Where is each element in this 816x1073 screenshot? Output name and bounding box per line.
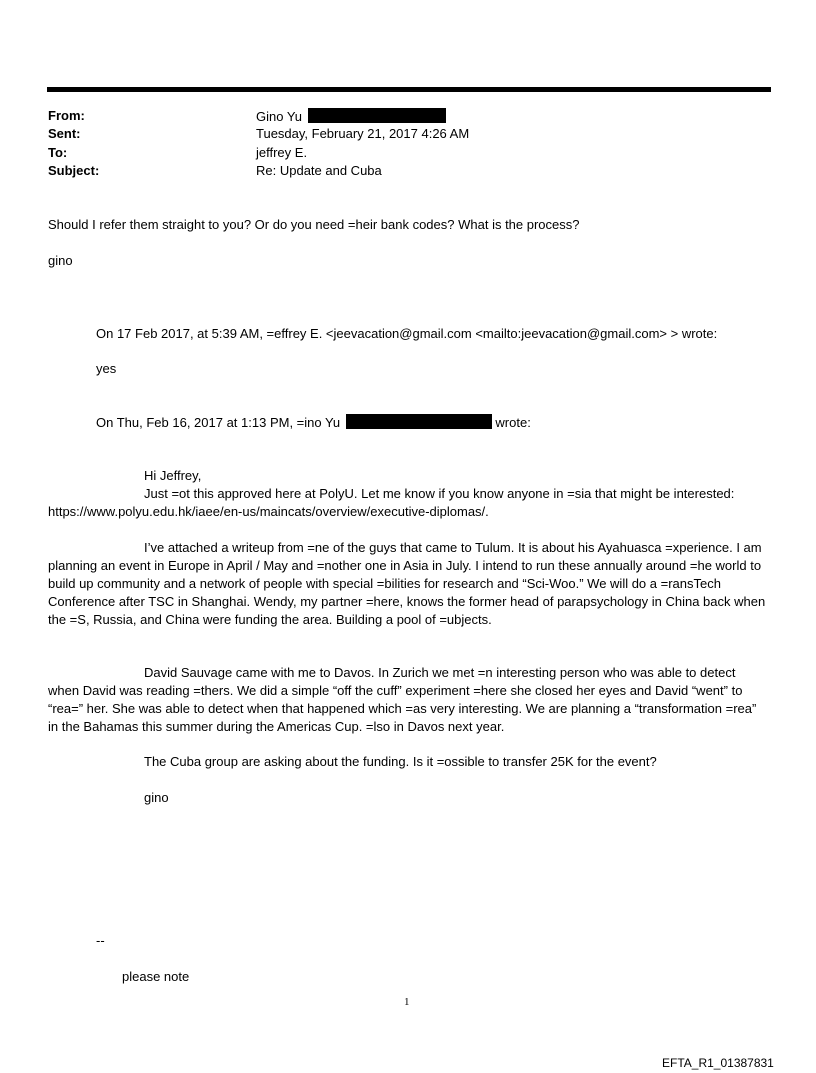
- subject-label: Subject:: [48, 163, 100, 178]
- paragraph-1-line-1: Just =ot this approved here at PolyU. Let me know if you know anyone in =sia that might be interested:: [144, 486, 735, 501]
- signature-2: gino: [144, 790, 169, 805]
- quote-header-suffix: wrote:: [495, 415, 531, 430]
- from-value: [256, 108, 446, 124]
- from-name: Gino Yu: [256, 109, 303, 124]
- please-note: please note: [122, 969, 190, 984]
- paragraph-4: The Cuba group are asking about the funding. Is it =ossible to transfer 25K for the event?: [144, 754, 657, 769]
- document-id: EFTA_R1_01387831: [662, 1056, 774, 1070]
- redaction-box: [308, 108, 446, 123]
- quote-header-prefix: On Thu, Feb 16, 2017 at 1:13 PM, =ino Yu: [96, 415, 341, 430]
- paragraph-2: I’ve attached a writeup from =ne of the guys that came to Tulum. It is about his Ayahuasca =xperience. I am planning an event in Europe in April / May and =nother one in Asia in July. I intend to run these annually around =he world to build up community and a network of people with special =bilities for research and “Sci-Woo.” We will do a =ransTech Conference after TSC in Shanghai. Wendy, my partner =here, knows the former head of parapsychology in China back when the =S, Russia, and China were funding the area. Building a pool of =ubjects.: [48, 540, 766, 627]
- quote-header: On 17 Feb 2017, at 5:39 AM, =effrey E. <jeevacation@gmail.com <mailto:jeevacation@gmail.com> > wrote:: [96, 326, 718, 341]
- greeting: Hi Jeffrey,: [144, 468, 202, 483]
- quote-body: yes: [96, 361, 117, 376]
- redaction-box: [346, 414, 492, 429]
- signature-separator: --: [96, 933, 105, 948]
- header-rule: [47, 87, 771, 92]
- to-label: To:: [48, 145, 68, 160]
- sent-value: Tuesday, February 21, 2017 4:26 AM: [256, 126, 470, 141]
- quote-header-2: [96, 414, 531, 430]
- subject-value: Re: Update and Cuba: [256, 163, 382, 178]
- body-line: Should I refer them straight to you? Or do you need =heir bank codes? What is the process?: [48, 217, 580, 232]
- page-number: 1: [404, 996, 410, 1008]
- paragraph-3: David Sauvage came with me to Davos. In Zurich we met =n interesting person who was able to detect when David was reading =thers. We did a simple “off the cuff” experiment =here she closed her eyes and David “went” to “rea=” her. She was able to detect when that happened which =as very interesting. We are planning a “transformation =rea” in the Bahamas this summer during the Americas Cup. =lso in Davos next year.: [48, 665, 757, 734]
- sent-label: Sent:: [48, 126, 81, 141]
- from-label: From:: [48, 108, 85, 123]
- paragraph-1-link: https://www.polyu.edu.hk/iaee/en-us/maincats/overview/executive-diplomas/.: [48, 504, 489, 519]
- signature: gino: [48, 253, 73, 268]
- to-value: jeffrey E.: [256, 145, 308, 160]
